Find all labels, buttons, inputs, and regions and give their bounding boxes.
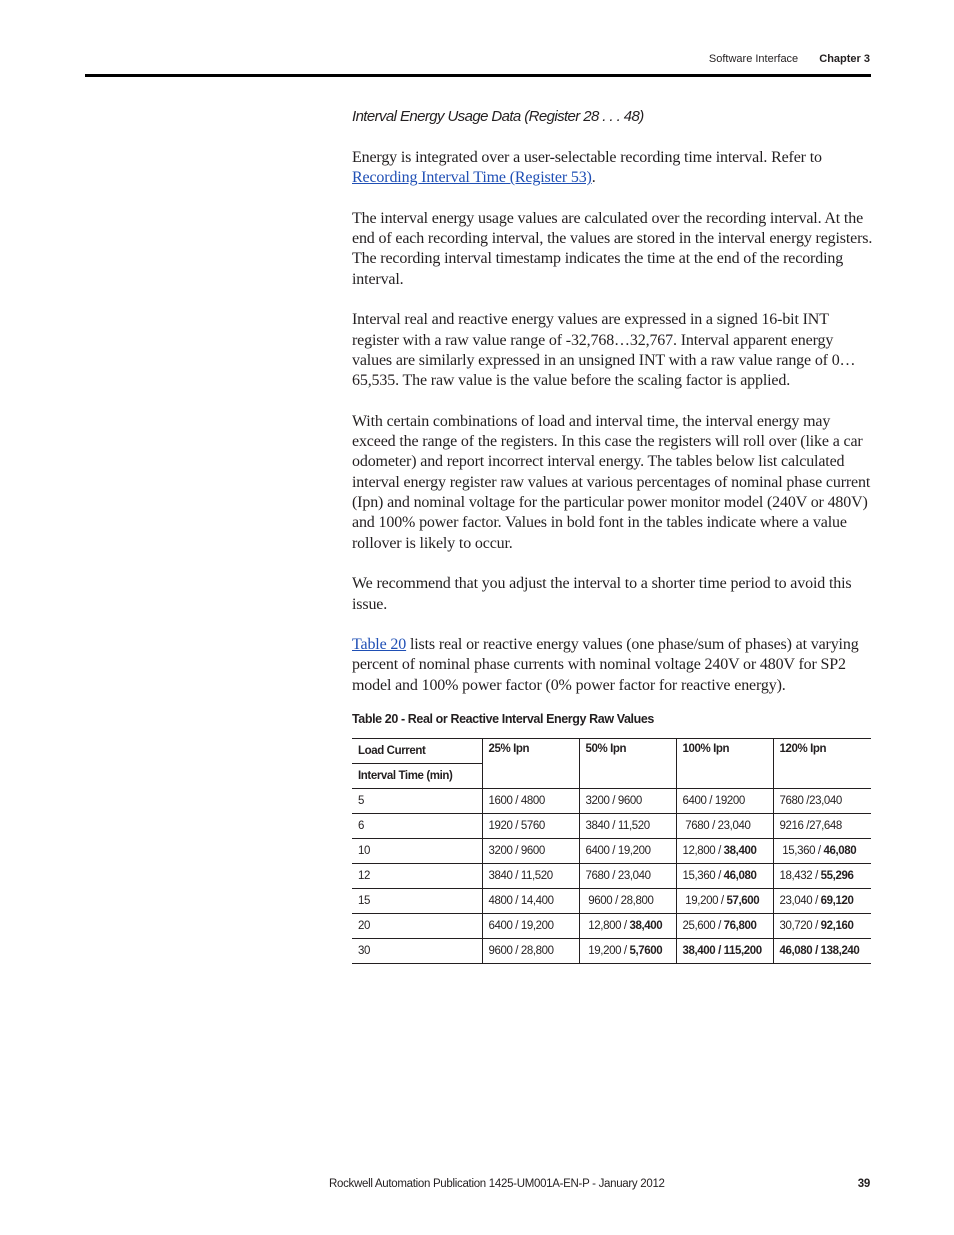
normal-value: 9216 /27,648 (779, 820, 842, 832)
interval-time-cell: 5 (352, 789, 482, 814)
normal-value: 3200 / 9600 (585, 795, 642, 807)
section-title: Software Interface (708, 53, 799, 65)
paragraph-3: Interval real and reactive energy values are expressed in a signed 16-bit INT register with a raw value range of -32,768…32,767. Interval apparent energy values are similarly expressed in an unsigned INT with a raw value range of 0…65,535. The raw value is the value before the scaling factor is applied. (352, 311, 856, 390)
page-number: 39 (857, 1178, 870, 1190)
normal-value: 12,800 / (585, 920, 630, 932)
footer-publication: Rockwell Automation Publication 1425-UM001A-EN-P - January 2012 (329, 1178, 665, 1190)
table-caption: Table 20 - Real or Reactive Interval Energy Raw Values (352, 712, 654, 727)
interval-time-cell: 30 (352, 939, 482, 964)
energy-value-cell (676, 889, 773, 914)
rollover-value: 46,080 (823, 845, 857, 857)
interval-time-cell: 15 (352, 889, 482, 914)
energy-table (352, 738, 871, 964)
normal-value: 19,200 / (682, 895, 727, 907)
normal-value: 15,360 / (682, 870, 724, 882)
table-row (352, 839, 871, 864)
energy-value-cell (773, 789, 871, 814)
normal-value: 1920 / 5760 (488, 820, 545, 832)
paragraph-6 (352, 635, 874, 696)
normal-value: 6400 / 19200 (682, 795, 745, 807)
table-row (352, 864, 871, 889)
rollover-value: 5,7600 (629, 945, 663, 957)
paragraph-1-text: Energy is integrated over a user-selectable recording time interval. Refer to (352, 149, 822, 166)
energy-value-cell (676, 864, 773, 889)
normal-value: 3840 / 11,520 (488, 870, 553, 882)
energy-value-cell (482, 789, 579, 814)
normal-value: 9600 / 28,800 (488, 945, 554, 957)
energy-value-cell (773, 864, 871, 889)
normal-value: 7680 / 23,040 (585, 870, 651, 882)
main-content (352, 108, 874, 732)
subheading: Interval Energy Usage Data (Register 28 . . . 48) (352, 108, 644, 125)
normal-value: 1600 / 4800 (488, 795, 545, 807)
header-cell-100: 100% Ipn (676, 739, 773, 789)
normal-value: 12,800 / (682, 845, 724, 857)
chapter-label: Chapter 3 (819, 53, 870, 65)
energy-value-cell (773, 939, 871, 964)
normal-value: 7680 / 23,040 (682, 820, 751, 832)
normal-value: 30,720 / (779, 920, 821, 932)
header-cell-120: 120% Ipn (773, 739, 871, 789)
header-rule (85, 74, 871, 77)
table-header-row (352, 739, 871, 764)
normal-value: 6400 / 19,200 (488, 920, 554, 932)
rollover-value: 38,400 (629, 920, 663, 932)
normal-value: 6400 / 19,200 (585, 845, 651, 857)
energy-value-cell (579, 914, 676, 939)
table-row (352, 814, 871, 839)
energy-value-cell (482, 889, 579, 914)
normal-value: 18,432 / (779, 870, 821, 882)
header-cell-25: 25% Ipn (482, 739, 579, 789)
energy-value-cell (773, 839, 871, 864)
energy-value-cell (482, 864, 579, 889)
interval-time-cell: 20 (352, 914, 482, 939)
energy-value-cell (773, 914, 871, 939)
energy-value-cell (676, 789, 773, 814)
paragraph-6-text: lists real or reactive energy values (one phase/sum of phases) at varying percent of nominal phase currents with nominal voltage 240V or 480V for SP2 model and 100% power factor (0% power factor for reactive energy). (352, 636, 859, 694)
normal-value: 23,040 / (779, 895, 821, 907)
paragraph-2: The interval energy usage values are calculated over the recording interval. At the end of each recording interval, the values are stored in the interval energy registers. The recording interval timestamp indicates the time at the end of the recording interval. (352, 209, 873, 288)
energy-value-cell (676, 939, 773, 964)
rollover-value: 46,080 (723, 870, 757, 882)
energy-value-cell (482, 839, 579, 864)
interval-time-cell: 6 (352, 814, 482, 839)
normal-value: 7680 /23,040 (779, 795, 842, 807)
energy-value-cell (676, 839, 773, 864)
rollover-value: 69,120 (820, 895, 854, 907)
table-row (352, 789, 871, 814)
rollover-value: 57,600 (726, 895, 760, 907)
rollover-value: 38,400 (723, 845, 757, 857)
table-row (352, 889, 871, 914)
header-cell-load-current: Load Current (352, 739, 482, 764)
paragraph-4: With certain combinations of load and interval time, the interval energy may exceed the range of the registers. In this case the registers will roll over (like a car odometer) and report incorrect interval energy. The tables below list calculated interval energy register raw values at various percentages of nominal phase current (Ipn) and nominal voltage for the particular power monitor model (240V or 480V) and 100% power factor. Values in bold font in the tables indicate where a value rollover is likely to occur. (352, 412, 871, 552)
table-row (352, 939, 871, 964)
rollover-value: 92,160 (820, 920, 854, 932)
normal-value: 25,600 / (682, 920, 724, 932)
energy-value-cell (579, 889, 676, 914)
recording-interval-link[interactable]: Recording Interval Time (Register 53) (352, 169, 592, 187)
rollover-value: 55,296 (820, 870, 854, 882)
header-cell-50: 50% Ipn (579, 739, 676, 789)
normal-value: 3200 / 9600 (488, 845, 545, 857)
energy-value-cell (579, 789, 676, 814)
energy-value-cell (773, 889, 871, 914)
header-cell-interval-time: Interval Time (min) (352, 764, 482, 789)
energy-value-cell (579, 864, 676, 889)
energy-value-cell (676, 814, 773, 839)
interval-time-cell: 12 (352, 864, 482, 889)
paragraph-1 (352, 148, 874, 189)
normal-value: 9600 / 28,800 (585, 895, 654, 907)
normal-value: 15,360 / (779, 845, 824, 857)
interval-time-cell: 10 (352, 839, 482, 864)
table-row (352, 914, 871, 939)
rollover-value: 76,800 (723, 920, 757, 932)
normal-value: 3840 / 11,520 (585, 820, 650, 832)
energy-value-cell (579, 814, 676, 839)
paragraph-1-end: . (591, 169, 596, 187)
rollover-value: 46,080 / 138,240 (779, 945, 860, 957)
rollover-value: 38,400 / 115,200 (682, 945, 762, 957)
energy-value-cell (482, 814, 579, 839)
energy-value-cell (482, 914, 579, 939)
paragraph-5: We recommend that you adjust the interval to a shorter time period to avoid this issue. (352, 575, 852, 613)
energy-value-cell (676, 914, 773, 939)
normal-value: 4800 / 14,400 (488, 895, 554, 907)
energy-value-cell (773, 814, 871, 839)
table-20-link[interactable]: Table 20 (352, 636, 407, 654)
energy-value-cell (482, 939, 579, 964)
running-header (709, 53, 870, 65)
energy-value-cell (579, 939, 676, 964)
normal-value: 19,200 / (585, 945, 630, 957)
energy-value-cell (579, 839, 676, 864)
